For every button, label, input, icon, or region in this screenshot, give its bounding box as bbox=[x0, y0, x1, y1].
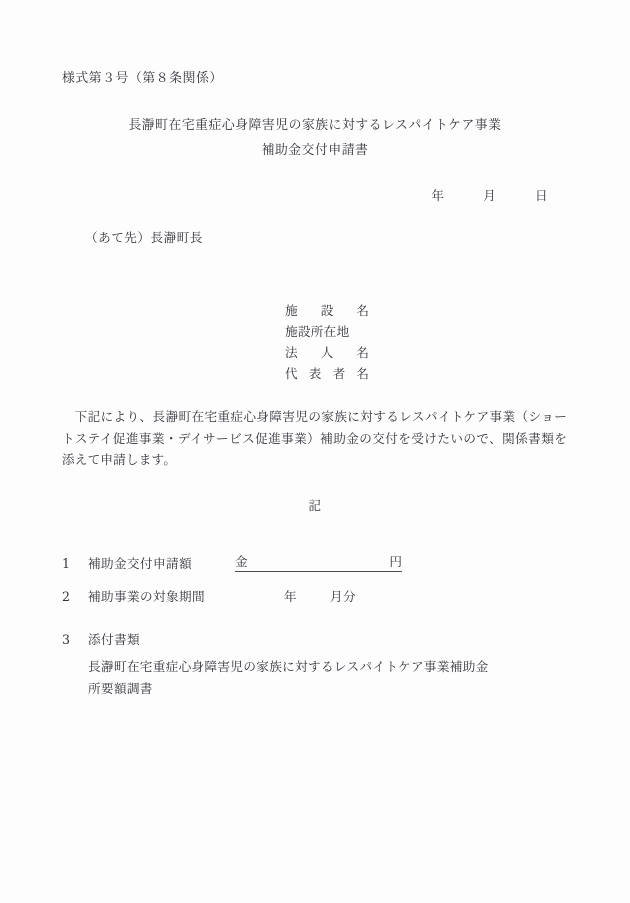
field-facility-address bbox=[285, 321, 369, 342]
item-2-number: 2 bbox=[62, 589, 71, 604]
document-title-line-1: 長瀞町在宅重症心身障害児の家族に対するレスパイトケア事業 bbox=[128, 118, 502, 133]
item-3-label: 添付書類 bbox=[88, 632, 140, 647]
field-corporation-name-char-2: 人 bbox=[320, 345, 334, 360]
field-representative-name-char-1: 代 bbox=[285, 366, 298, 381]
field-facility-name-char-3: 名 bbox=[356, 303, 369, 318]
item-2-label: 補助事業の対象期間 bbox=[88, 589, 205, 604]
addressee: （あて先）長瀞町長 bbox=[85, 230, 203, 245]
document-title-line-2: 補助金交付申請書 bbox=[261, 143, 369, 158]
form-number: 様式第３号（第８条関係） bbox=[62, 71, 223, 86]
field-facility-name bbox=[285, 300, 369, 321]
amount-prefix: 金 bbox=[235, 554, 248, 569]
field-facility-name-char-1: 施 bbox=[285, 303, 298, 318]
attachment-line-2: 所要額調書 bbox=[88, 680, 153, 696]
period-month-label: 月分 bbox=[330, 589, 356, 604]
field-corporation-name-char-3: 名 bbox=[356, 345, 369, 360]
ki-marker: 記 bbox=[308, 498, 322, 513]
field-representative-name-char-4: 名 bbox=[356, 366, 369, 381]
field-corporation-name-char-1: 法 bbox=[285, 345, 298, 360]
date-line bbox=[0, 190, 548, 203]
amount-suffix: 円 bbox=[389, 554, 402, 569]
body-paragraph: 下記により、長瀞町在宅重症心身障害児の家族に対するレスパイトケア事業（ショートステイ促進事業・デイサービス促進事業）補助金の交付を受けたいので、関係書類を添えて申請します。 bbox=[62, 409, 567, 467]
field-corporation-name bbox=[285, 342, 369, 363]
item-1-label: 補助金交付申請額 bbox=[88, 556, 192, 571]
applicant-info-block bbox=[285, 300, 369, 384]
item-3-number: 3 bbox=[62, 632, 71, 647]
attachment-line-1: 長瀞町在宅重症心身障害児の家族に対するレスパイトケア事業補助金 bbox=[88, 659, 489, 674]
field-representative-name-char-3: 者 bbox=[332, 366, 346, 381]
date-year-label: 年 bbox=[431, 188, 445, 203]
item-1-number: 1 bbox=[62, 556, 71, 571]
period-year-label: 年 bbox=[284, 589, 297, 604]
field-facility-name-char-2: 設 bbox=[320, 303, 334, 318]
field-representative-name-char-2: 表 bbox=[308, 366, 322, 381]
date-day-label: 日 bbox=[535, 188, 548, 203]
body-paragraph-block bbox=[62, 406, 567, 471]
field-facility-address-text: 施設所在地 bbox=[285, 324, 350, 339]
attachment-list bbox=[88, 656, 489, 699]
amount-input-field[interactable] bbox=[235, 556, 402, 572]
field-representative-name bbox=[285, 363, 369, 384]
date-month-label: 月 bbox=[483, 188, 497, 203]
